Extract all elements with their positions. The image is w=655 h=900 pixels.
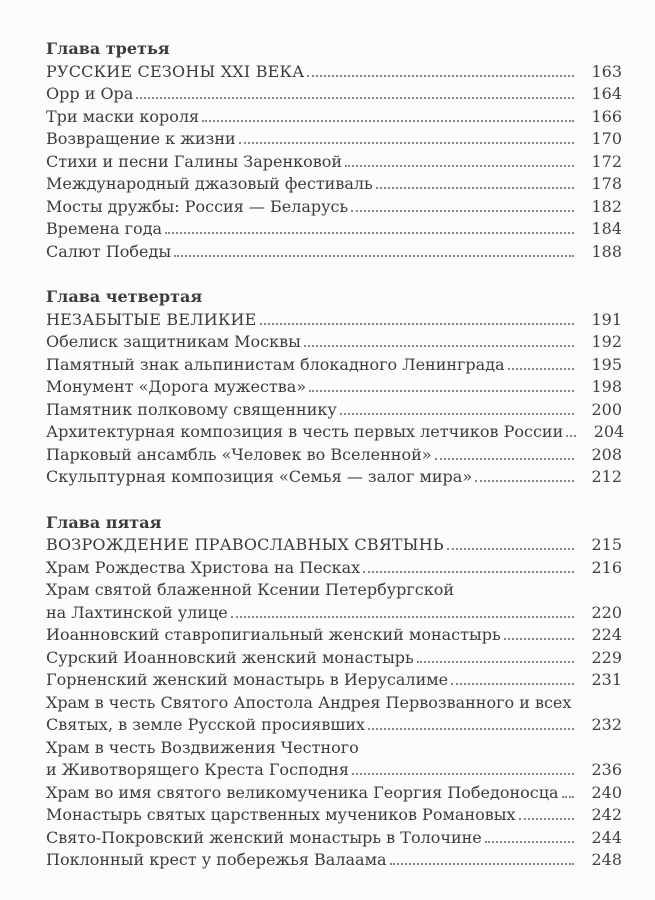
entry-title: Храм Рождества Христова на Песках <box>46 557 361 577</box>
toc-section-chapter-5 <box>46 512 622 872</box>
entry-title: Горненский женский монастырь в Иерусалиме <box>46 670 449 689</box>
page-number: 242 <box>591 805 622 824</box>
page-number: 166 <box>591 106 622 126</box>
dot-leader <box>307 75 574 77</box>
dot-leader <box>508 368 574 370</box>
toc-entry <box>46 218 622 241</box>
page-number: 170 <box>591 129 622 148</box>
dot-leader <box>566 435 576 437</box>
entry-title: Памятник полковому священнику <box>46 399 337 419</box>
page-number: 248 <box>591 850 622 869</box>
toc-entry <box>46 61 622 84</box>
toc-entry <box>46 647 622 670</box>
entry-title: Сурский Иоанновский женский монастырь <box>46 647 414 667</box>
page-number: 184 <box>591 219 622 238</box>
page-number: 195 <box>591 354 622 374</box>
dot-leader <box>390 863 574 865</box>
page-number: 216 <box>591 557 622 577</box>
dot-leader <box>435 458 574 460</box>
dot-leader <box>562 796 574 798</box>
page-number: 232 <box>591 715 622 734</box>
dot-leader <box>165 232 574 234</box>
page-number: 191 <box>591 309 622 329</box>
toc-entry <box>46 849 622 872</box>
page-number: 212 <box>591 467 622 486</box>
page-number: 192 <box>591 332 622 351</box>
entry-title: Монастырь святых царственных мучеников Романовых <box>46 805 516 824</box>
toc-entry <box>46 466 622 489</box>
toc-entry <box>46 759 622 782</box>
page-number: 208 <box>591 444 622 464</box>
page-number: 215 <box>591 535 622 554</box>
page-number: 220 <box>591 602 622 622</box>
dot-leader <box>304 345 574 347</box>
dot-leader <box>340 413 574 415</box>
toc-entry <box>46 714 622 737</box>
entry-title: Храм в честь Святого Апостола Андрея Первозванного и всех <box>46 692 572 712</box>
toc-entry <box>46 557 622 580</box>
page-number: 244 <box>591 827 622 847</box>
entry-title: Стихи и песни Галины Заренковой <box>46 151 343 171</box>
entry-title: Архитектурная композиция в честь первых летчиков России <box>46 422 564 441</box>
entry-title: НЕЗАБЫТЫЕ ВЕЛИКИЕ <box>46 309 257 329</box>
entry-title: Международный джазовый фестиваль <box>46 174 373 193</box>
toc-entry <box>46 128 622 151</box>
toc-entry <box>46 827 622 850</box>
page-number: 200 <box>591 399 622 419</box>
toc-entry <box>46 354 622 377</box>
entry-title: Свято-Покровский женский монастырь в Толочине <box>46 827 482 847</box>
page-number: 236 <box>591 760 622 779</box>
toc-entry <box>46 241 622 264</box>
dot-leader <box>309 390 574 392</box>
entry-title: Салют Победы <box>46 241 172 261</box>
page-number: 188 <box>591 241 622 261</box>
page-number: 231 <box>591 670 622 689</box>
toc-entry-wrapped-line <box>46 579 622 602</box>
chapter-label <box>46 38 622 61</box>
entry-title: Мосты дружбы: Россия — Беларусь <box>46 196 349 216</box>
entry-title: Орр и Ора <box>46 84 134 103</box>
entry-title: Поклонный крест у побережья Валаама <box>46 850 387 869</box>
dot-leader <box>376 187 574 189</box>
entry-title: Времена года <box>46 219 163 238</box>
toc-entry <box>46 534 622 557</box>
dot-leader <box>504 638 574 640</box>
chapter-label-text: Глава четвертая <box>46 287 203 306</box>
toc-entry <box>46 331 622 354</box>
entry-title: на Лахтинской улице <box>46 602 228 622</box>
chapter-label-text: Глава пятая <box>46 512 162 532</box>
dot-leader <box>352 773 574 775</box>
entry-title: Памятный знак альпинистам блокадного Ленинграда <box>46 354 505 374</box>
page-number: 163 <box>591 61 622 81</box>
toc-entry <box>46 421 625 444</box>
chapter-label <box>46 286 622 309</box>
page-number: 224 <box>591 625 622 644</box>
toc-entry <box>46 399 622 422</box>
entry-title: Храм в честь Воздвижения Честного <box>46 737 359 757</box>
entry-title: Скульптурная композиция «Семья — залог мира» <box>46 467 473 486</box>
dot-leader <box>475 480 574 482</box>
chapter-label-text: Глава третья <box>46 39 170 58</box>
entry-title: ВОЗРОЖДЕНИЕ ПРАВОСЛАВНЫХ СВЯТЫНЬ <box>46 535 444 554</box>
entry-title: Парковый ансамбль «Человек во Вселенной» <box>46 444 432 464</box>
page-number: 182 <box>591 196 622 216</box>
entry-title: РУССКИЕ СЕЗОНЫ XXI ВЕКА <box>46 61 305 81</box>
dot-leader <box>363 571 574 573</box>
toc-entry <box>46 602 622 625</box>
entry-title: и Животворящего Креста Господня <box>46 760 349 779</box>
toc-entry <box>46 804 622 827</box>
dot-leader <box>447 548 574 550</box>
entry-title: Святых, в земле Русской просиявших <box>46 715 365 734</box>
dot-leader <box>260 323 574 325</box>
entry-title: Храм во имя святого великомученика Георгия Победоносца <box>46 782 559 802</box>
entry-title: Обелиск защитникам Москвы <box>46 332 301 351</box>
page-number: 164 <box>591 84 622 103</box>
dot-leader <box>368 728 574 730</box>
toc-entry <box>46 106 622 129</box>
page-number: 240 <box>591 782 622 802</box>
dot-leader <box>174 255 574 257</box>
page-number: 229 <box>591 647 622 667</box>
dot-leader <box>345 165 574 167</box>
dot-leader <box>202 120 574 122</box>
dot-leader <box>136 97 574 99</box>
entry-title: Монумент «Дорога мужества» <box>46 377 307 396</box>
toc-section-chapter-4 <box>46 286 625 489</box>
dot-leader <box>417 661 574 663</box>
dot-leader <box>485 841 574 843</box>
dot-leader <box>239 142 574 144</box>
page-number: 172 <box>591 151 622 171</box>
dot-leader <box>451 683 574 685</box>
page-number: 204 <box>593 422 625 441</box>
entry-title: Три маски короля <box>46 106 200 126</box>
toc-entry-wrapped-line <box>46 737 622 760</box>
page-number: 198 <box>591 377 622 396</box>
toc-entry <box>46 376 622 399</box>
toc-entry <box>46 151 622 174</box>
dot-leader <box>519 818 575 820</box>
toc-entry <box>46 173 622 196</box>
toc-entry <box>46 624 622 647</box>
toc-entry <box>46 309 622 332</box>
entry-title: Храм святой блаженной Ксении Петербургской <box>46 580 455 599</box>
toc-entry-wrapped-line <box>46 692 622 715</box>
dot-leader <box>231 616 574 618</box>
toc-entry <box>46 83 622 106</box>
toc-section-chapter-3 <box>46 38 622 263</box>
page-number: 178 <box>591 174 622 193</box>
toc-entry <box>46 669 622 692</box>
dot-leader <box>351 210 574 212</box>
chapter-label <box>46 512 622 535</box>
toc-entry <box>46 444 622 467</box>
toc-entry <box>46 782 622 805</box>
entry-title: Иоанновский ставропигиальный женский монастырь <box>46 625 501 644</box>
entry-title: Возвращение к жизни <box>46 129 236 148</box>
toc-entry <box>46 196 622 219</box>
